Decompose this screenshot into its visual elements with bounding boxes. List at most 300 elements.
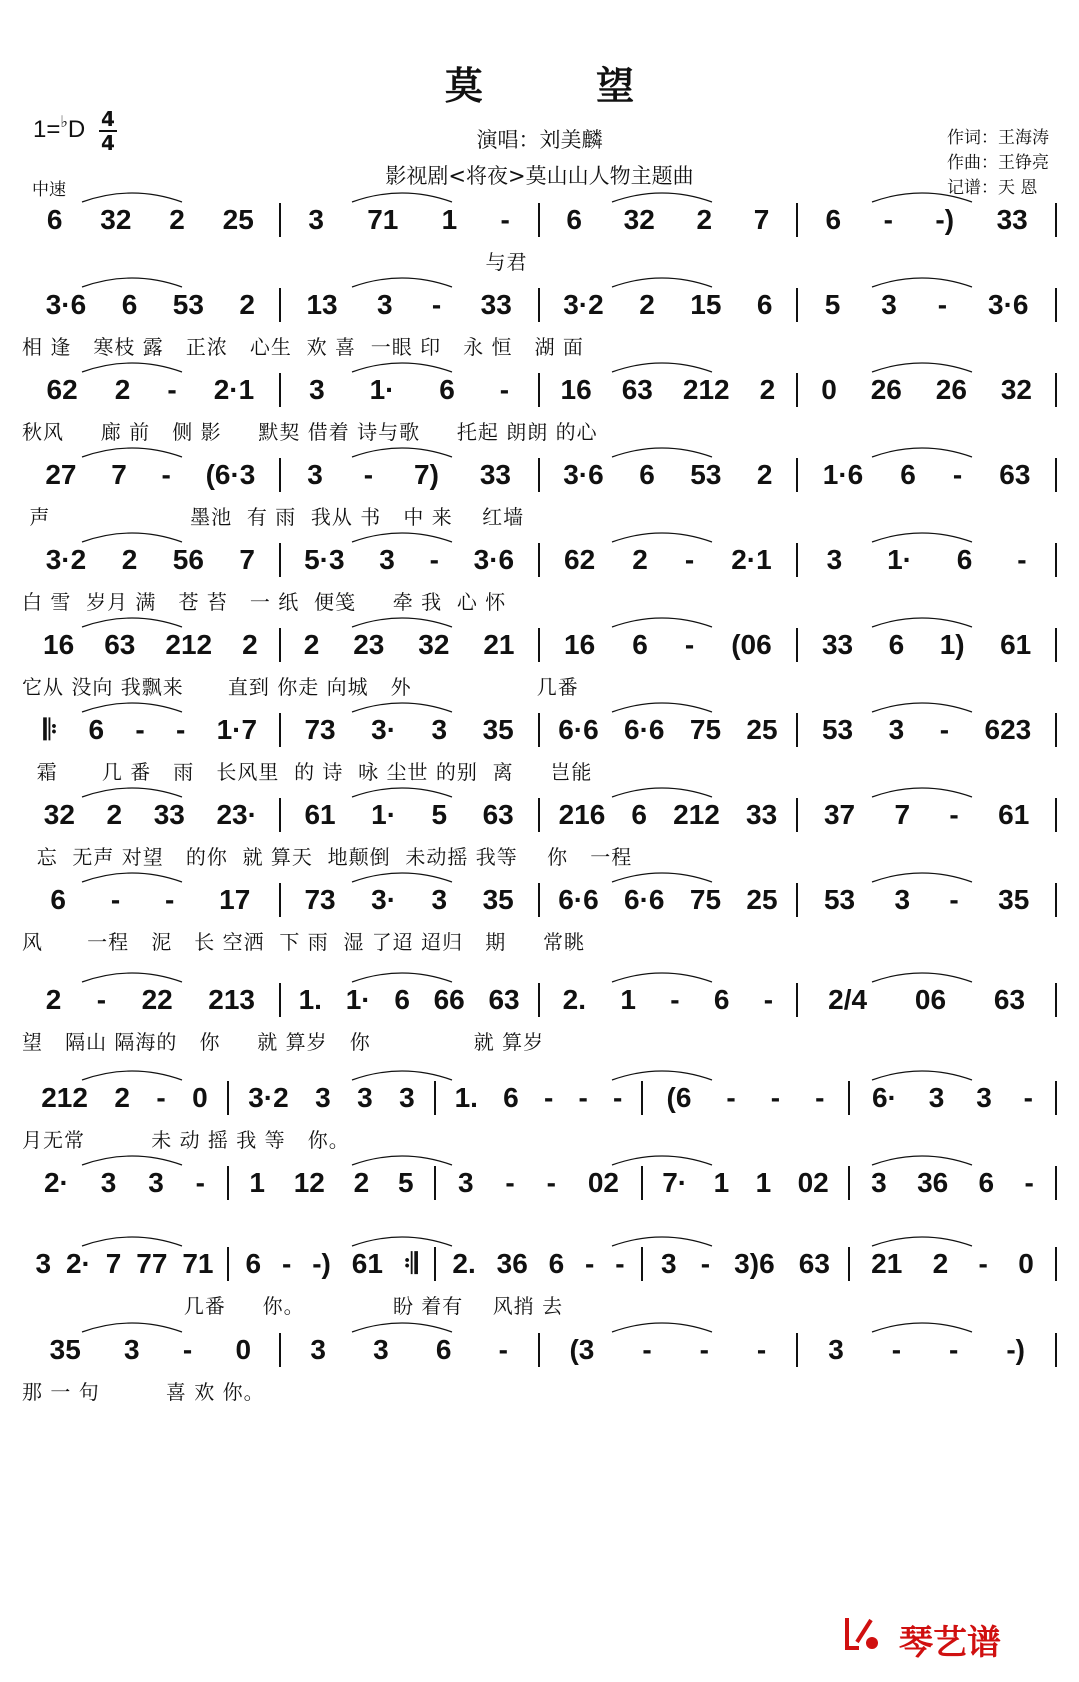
note-group: 66: [433, 984, 465, 1015]
note-group: 2: [932, 1248, 949, 1279]
note-group: 13: [306, 289, 338, 320]
note-group: -: [1017, 544, 1027, 575]
note-group: 22: [141, 984, 173, 1015]
note-group: 73: [304, 714, 336, 745]
note-group: 33: [821, 629, 854, 660]
note-group: -: [684, 544, 695, 575]
measure: [22, 204, 279, 236]
measure: [229, 1082, 434, 1114]
note-group: 2·1: [213, 374, 255, 405]
note-group: 6: [46, 204, 63, 235]
lyrics-line: 白 雪 岁月 满 苍 苔 一 纸 便笺 牵 我 心 怀: [22, 590, 507, 614]
notes-line: [22, 880, 1057, 920]
note-group: 6·6: [624, 884, 665, 915]
note-group: 1: [249, 1167, 265, 1198]
note-group: -: [500, 204, 510, 235]
note-group: 63: [798, 1248, 830, 1279]
note-group: 0: [235, 1334, 252, 1365]
note-group: -: [546, 1167, 556, 1198]
measure: [281, 1334, 538, 1366]
measure: [22, 984, 279, 1016]
note-group: -: [164, 884, 175, 915]
notes-line: [22, 625, 1057, 665]
note-group: 1·: [371, 799, 397, 830]
note-group: -: [939, 714, 950, 745]
note-group: -: [182, 1334, 193, 1365]
note-group: 1·: [369, 374, 395, 405]
note-group: 0: [192, 1082, 208, 1113]
measure: [281, 459, 538, 491]
score-row: [22, 1163, 1057, 1251]
measure: [281, 289, 538, 321]
note-group: 3: [308, 204, 324, 235]
note-group: 7·: [662, 1167, 688, 1198]
note-group: 3: [373, 1334, 389, 1365]
logo-text: 琴艺谱: [899, 1623, 1001, 1663]
note-group: 61: [351, 1248, 383, 1279]
bar-line: [1055, 1166, 1057, 1200]
measure: [643, 1082, 848, 1114]
measure: [229, 1167, 434, 1199]
note-group: -: [615, 1248, 625, 1279]
note-group: 6: [956, 544, 973, 575]
note-group: -: [726, 1082, 736, 1113]
note-group: -: [167, 374, 177, 405]
note-group: -: [642, 1334, 652, 1365]
note-group: 6: [121, 289, 138, 320]
note-group: -: [135, 714, 145, 745]
measure: [540, 629, 797, 661]
note-group: 1·: [887, 544, 912, 575]
note-group: 6: [978, 1167, 995, 1198]
note-group: 16: [560, 374, 592, 405]
note-group: 3·2: [45, 544, 87, 575]
score-row: [22, 1244, 1057, 1332]
note-group: 213: [208, 984, 255, 1015]
note-group: -: [756, 1334, 767, 1365]
note-group: 212: [673, 799, 720, 830]
lyricist-credit: 作词：王海涛: [947, 128, 1049, 148]
note-group: 212: [41, 1082, 88, 1113]
logo-icon: [841, 1612, 883, 1654]
note-group: 3: [124, 1334, 140, 1365]
bar-line: [1055, 373, 1057, 407]
note-group: 2: [106, 799, 123, 830]
score-row: [22, 455, 1057, 543]
measure: [22, 799, 279, 831]
measure: [798, 884, 1055, 916]
note-group: 3: [928, 1082, 945, 1113]
note-group: 3: [976, 1082, 992, 1113]
note-group: 3·6: [563, 459, 604, 490]
measure: [281, 629, 538, 661]
lyrics-line: 声 墨池 有 雨 我从 书 中 来 红墙: [22, 505, 525, 529]
transcriber-credit: 记谱：天 恩: [947, 178, 1038, 198]
note-group: 2: [639, 289, 655, 320]
note-group: -: [699, 1334, 709, 1365]
note-group: 63: [621, 374, 653, 405]
note-group: -: [431, 289, 442, 320]
note-group: 3·: [371, 714, 397, 745]
notes-line: [22, 1163, 1057, 1203]
note-group: 212: [165, 629, 213, 660]
note-group: 36: [917, 1167, 949, 1198]
note-group: 2: [45, 984, 62, 1015]
note-group: 7): [414, 459, 439, 490]
note-group: (3: [569, 1334, 595, 1365]
notes-line: [22, 1330, 1057, 1370]
note-group: 6·: [871, 1082, 897, 1113]
note-group: 2: [756, 459, 773, 490]
notes-line: [22, 370, 1057, 410]
note-group: 3·6: [45, 289, 87, 320]
note-group: 2.: [562, 984, 587, 1015]
note-group: 6: [825, 204, 842, 235]
note-group: -: [978, 1248, 988, 1279]
bar-line: [1055, 203, 1057, 237]
measure: [798, 374, 1055, 406]
note-group: -: [156, 1082, 166, 1113]
measure: [22, 544, 279, 576]
measure: [540, 799, 797, 831]
song-title: 莫 望: [444, 64, 685, 108]
measure: [229, 1248, 434, 1281]
note-group: -: [937, 289, 948, 320]
note-group: 2: [759, 374, 776, 405]
note-group: -: [700, 1248, 711, 1279]
note-group: -: [815, 1082, 825, 1113]
note-group: 1.: [298, 984, 322, 1015]
note-group: 3: [871, 1167, 887, 1198]
note-group: 3: [307, 459, 323, 490]
note-group: 3: [379, 544, 395, 575]
note-group: 53: [690, 459, 722, 490]
measure: [798, 289, 1055, 321]
note-group: (6: [666, 1082, 692, 1113]
note-group: 1·7: [216, 714, 258, 745]
note-group: -: [1023, 1082, 1033, 1113]
bar-line: [1055, 798, 1057, 832]
notes-line: [22, 795, 1057, 835]
note-group: 71: [367, 204, 399, 235]
note-group: 37: [823, 799, 856, 830]
note-group: 35: [998, 884, 1030, 915]
meter-bottom: 4: [101, 131, 115, 155]
note-group: 2·: [43, 1167, 69, 1198]
note-group: -: [763, 984, 774, 1015]
note-group: 6: [439, 374, 455, 405]
measure: [281, 544, 538, 576]
note-group: 6·6: [624, 714, 665, 745]
note-group: 6: [50, 884, 66, 915]
score-row: [22, 200, 1057, 288]
singer-credit: 演唱：刘美麟: [476, 128, 603, 152]
note-group: 1.: [454, 1082, 478, 1113]
note-group: -: [578, 1082, 588, 1113]
score-row: [22, 795, 1057, 883]
note-group: 3: [310, 1334, 326, 1365]
lyrics-line: 几番 你。 盼 着有 风捎 去: [22, 1294, 564, 1318]
notes-line: [22, 1244, 1057, 1284]
key-tone: D: [67, 116, 86, 143]
measure: [798, 799, 1055, 831]
score-row: [22, 880, 1057, 968]
composer-credit: 作曲：王铮亮: [947, 153, 1049, 173]
note-group: 6: [566, 204, 582, 235]
note-group: 6: [713, 984, 730, 1015]
score-row: [22, 540, 1057, 628]
note-group: 2: [303, 629, 320, 660]
score-row: [22, 285, 1057, 373]
note-group: 3: [35, 1248, 52, 1279]
measure: [22, 629, 279, 661]
note-group: 35: [482, 714, 514, 745]
note-group: -: [613, 1082, 623, 1113]
note-group: 6: [245, 1248, 262, 1279]
note-group: 02: [587, 1167, 619, 1198]
note-group: 6: [394, 984, 410, 1015]
note-group: 2: [169, 204, 185, 235]
credits-block: [947, 126, 1049, 201]
note-group: 32: [43, 799, 75, 830]
note-group: 26: [870, 374, 902, 405]
note-group: 1·: [345, 984, 371, 1015]
measure: [540, 884, 797, 916]
note-group: -: [949, 1334, 959, 1365]
note-group: 623: [984, 714, 1032, 745]
note-group: -: [161, 459, 171, 490]
note-group: 26: [935, 374, 967, 405]
note-group: 77: [136, 1248, 168, 1279]
note-group: 32: [100, 204, 132, 235]
measure: [22, 884, 279, 916]
note-group: 1: [755, 1167, 772, 1198]
measure: [540, 374, 797, 406]
note-group: 2: [696, 204, 713, 235]
lyrics-line: 与君: [22, 250, 528, 274]
note-group: 33: [480, 289, 512, 320]
score-row: [22, 980, 1057, 1068]
bar-line: [1055, 883, 1057, 917]
note-group: 23: [353, 629, 385, 660]
bar-line: [1055, 713, 1057, 747]
measure: [643, 1167, 848, 1199]
measure: [540, 544, 797, 576]
note-group: 62: [46, 374, 78, 405]
note-group: 5·3: [304, 544, 345, 575]
note-group: 1: [713, 1167, 730, 1198]
lyrics-line: 风 一程 泥 长 空洒 下 雨 湿 了迢 迢归 期 常眺: [22, 930, 586, 954]
note-group: 3·6: [988, 289, 1029, 320]
note-group: 7: [894, 799, 911, 830]
note-group: 2: [239, 289, 255, 320]
note-group: 6: [548, 1248, 565, 1279]
note-group: -: [952, 459, 963, 490]
note-group: 35: [482, 884, 514, 915]
notes-line: [22, 540, 1057, 580]
note-group: 53: [821, 714, 854, 745]
note-group: 35: [49, 1334, 81, 1365]
note-group: 2: [353, 1167, 370, 1198]
note-group: -): [312, 1248, 331, 1279]
note-group: 56: [172, 544, 204, 575]
note-group: 212: [682, 374, 730, 405]
note-group: 3: [894, 884, 911, 915]
note-group: 6: [632, 629, 648, 660]
measure: [798, 459, 1055, 491]
note-group: 6: [888, 629, 905, 660]
note-group: 3: [661, 1248, 677, 1279]
bar-line: [1055, 543, 1057, 577]
note-group: 1: [441, 204, 458, 235]
note-group: 𝄆: [43, 713, 58, 745]
note-group: 6: [88, 714, 105, 745]
lyrics-line: 月无常 未 动 摇 我 等 你。: [22, 1128, 350, 1152]
note-group: 3: [888, 714, 905, 745]
note-group: 6: [435, 1334, 452, 1365]
score-row: [22, 370, 1057, 458]
note-group: 0: [1018, 1248, 1034, 1279]
note-group: -: [499, 374, 510, 405]
measure: [281, 799, 538, 831]
note-group: 27: [45, 459, 77, 490]
measure: [436, 1248, 641, 1280]
notes-line: [22, 455, 1057, 495]
measure: [22, 289, 279, 321]
note-group: -: [543, 1082, 554, 1113]
note-group: -: [1024, 1167, 1034, 1198]
note-group: -: [670, 984, 680, 1015]
measure: [22, 714, 279, 747]
note-group: 3: [431, 884, 448, 915]
note-group: 3: [100, 1167, 117, 1198]
note-group: 33: [153, 799, 185, 830]
note-group: 0: [821, 374, 837, 405]
note-group: 1: [620, 984, 636, 1015]
note-group: 2: [114, 374, 131, 405]
note-group: 75: [689, 714, 722, 745]
note-group: 61: [1000, 629, 1032, 660]
measure: [281, 204, 538, 236]
measure: [281, 714, 538, 746]
measure: [798, 544, 1055, 576]
measure: [798, 984, 1055, 1016]
measure: [798, 629, 1055, 661]
bar-line: [1055, 983, 1057, 1017]
note-group: 3: [357, 1082, 373, 1113]
measure: [540, 289, 797, 321]
note-group: 7: [753, 204, 770, 235]
note-group: 75: [689, 884, 722, 915]
measure: [22, 459, 279, 491]
note-group: 62: [564, 544, 596, 575]
measure: [850, 1167, 1055, 1199]
score-row: [22, 625, 1057, 713]
note-group: 3: [315, 1082, 331, 1113]
note-group: -): [935, 204, 955, 235]
measure: [281, 374, 538, 406]
note-group: -: [195, 1167, 205, 1198]
note-group: -: [96, 984, 107, 1015]
note-group: 6·6: [558, 714, 599, 745]
note-group: 3: [399, 1082, 415, 1113]
note-group: 5: [397, 1167, 414, 1198]
bar-line: [1055, 628, 1057, 662]
note-group: 2: [632, 544, 648, 575]
measure: [22, 1334, 279, 1366]
note-group: 6: [756, 289, 773, 320]
note-group: -: [684, 629, 695, 660]
note-group: -: [281, 1248, 292, 1279]
note-group: 73: [304, 884, 336, 915]
note-group: 25: [222, 204, 254, 235]
key-prefix: 1=: [33, 116, 61, 143]
note-group: 3)6: [734, 1248, 775, 1279]
measure: [22, 1082, 227, 1114]
note-group: -: [498, 1334, 508, 1365]
note-group: 6: [631, 799, 647, 830]
measure: [540, 459, 797, 491]
note-group: -: [949, 884, 959, 915]
note-group: 7: [239, 544, 255, 575]
note-group: 36: [496, 1248, 528, 1279]
note-group: 2·1: [731, 544, 772, 575]
lyrics-line: 望 隔山 隔海的 你 就 算岁 你 就 算岁: [22, 1030, 545, 1054]
measure: [798, 714, 1055, 746]
note-group: 16: [564, 629, 596, 660]
meter-top: 4: [101, 107, 115, 131]
note-group: 63: [993, 984, 1026, 1015]
measure: [22, 1248, 227, 1280]
measure: [540, 1334, 797, 1366]
note-group: 53: [823, 884, 856, 915]
note-group: 3: [148, 1167, 164, 1198]
measure: [22, 1167, 227, 1199]
note-group: 3: [376, 289, 393, 320]
bar-line: [1055, 1081, 1057, 1115]
lyrics-line: 相 逢 寒枝 露 正浓 心生 欢 喜 一眼 印 永 恒 湖 面: [22, 335, 584, 359]
lyrics-line: 秋风 廊 前 侧 影 默契 借着 诗与歌 托起 朗朗 的心: [22, 420, 598, 444]
note-group: -: [429, 544, 439, 575]
score-row: [22, 710, 1057, 798]
note-group: 23·: [216, 799, 257, 830]
note-group: 3: [881, 289, 897, 320]
note-group: -: [891, 1334, 902, 1365]
measure: [540, 984, 797, 1016]
note-group: 63: [488, 984, 520, 1015]
note-group: 3·6: [473, 544, 515, 575]
notes-line: [22, 980, 1057, 1020]
note-group: 06: [914, 984, 947, 1015]
note-group: -: [505, 1167, 515, 1198]
measure: [22, 374, 279, 406]
lyrics-line: 忘 无声 对望 的你 就 算天 地颠倒 未动摇 我等 你 一程: [22, 845, 633, 869]
note-group: 25: [746, 884, 778, 915]
lyrics-line: 那 一 句 喜 欢 你。: [22, 1380, 265, 1404]
note-group: 6: [900, 459, 916, 490]
measure: [436, 1082, 641, 1114]
note-group: 3: [826, 544, 843, 575]
note-group: 6: [639, 459, 655, 490]
note-group: 32: [623, 204, 655, 235]
note-group: 15: [690, 289, 722, 320]
note-group: (06: [731, 629, 772, 660]
note-group: 16: [43, 629, 75, 660]
score-row: [22, 1078, 1057, 1166]
flat-sign: ♭: [60, 114, 68, 131]
note-group: 6·6: [558, 884, 599, 915]
note-group: 7: [111, 459, 127, 490]
